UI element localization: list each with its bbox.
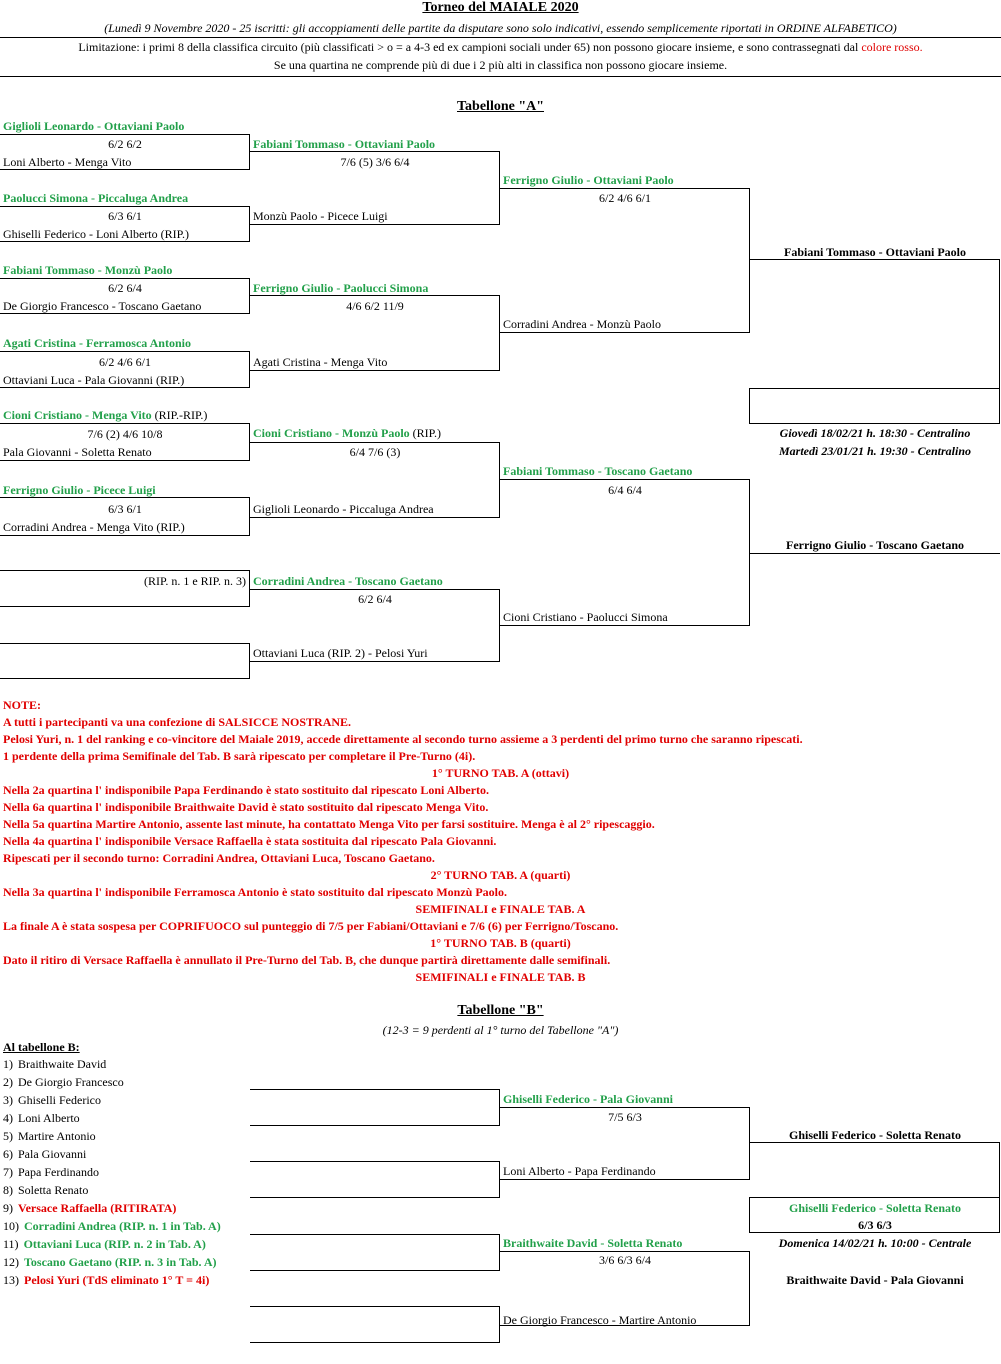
list-item-number: 3)	[3, 1093, 13, 1107]
r2-m1-bottom: Monzù Paolo - Picece Luigi	[253, 209, 388, 223]
final-b-date: Domenica 14/02/21 h. 10:00 - Centrale	[778, 1236, 972, 1250]
note-line: Dato il ritiro di Versace Raffaella è annullato il Pre-Turno del Tab. B, che dunque partirà direttamente dalle semifinali.	[3, 953, 611, 967]
note-line: Nella 6a quartina l' indisponibile Braithwaite David è stato sostituito dal ripescato Menga Vito.	[3, 800, 489, 814]
b-semi-1-bottom: Loni Alberto - Papa Ferdinando	[503, 1164, 656, 1178]
list-item	[3, 1057, 106, 1071]
list-item-name: Braithwaite David	[18, 1057, 107, 1071]
bracket-b-subtitle: (12-3 = 9 perdenti al 1° turno del Tabellone "A")	[382, 1023, 619, 1037]
note-line: 1° TURNO TAB. A (ottavi)	[431, 766, 570, 780]
list-item	[3, 1237, 206, 1251]
list-item-name: Ottaviani Luca (RIP. n. 2 in Tab. A)	[23, 1237, 206, 1251]
list-item-number: 12)	[3, 1255, 19, 1269]
list-item-number: 13)	[3, 1273, 19, 1287]
list-item	[3, 1147, 86, 1161]
r1-m6-score: 6/3 6/1	[108, 502, 142, 516]
final-a-bottom: Ferrigno Giulio - Toscano Gaetano	[785, 538, 964, 552]
divider	[0, 37, 1001, 38]
r1-m2-bottom: Ghiselli Federico - Loni Alberto (RIP.)	[3, 227, 189, 241]
final-a-date-1: Giovedì 18/02/21 h. 18:30 - Centralino	[779, 426, 971, 440]
list-item-number: 10)	[3, 1219, 19, 1233]
list-item	[3, 1219, 221, 1233]
final-b-score: 6/3 6/3	[858, 1218, 892, 1232]
list-item-name: Versace Raffaella (RITIRATA)	[18, 1201, 177, 1215]
list-item-number: 7)	[3, 1165, 13, 1179]
r1-m4-bottom: Ottaviani Luca - Pala Giovanni (RIP.)	[3, 373, 185, 387]
final-a-date-2: Martedì 23/01/21 h. 19:30 - Centralino	[778, 444, 972, 458]
r2-m2-top: Ferrigno Giulio - Paolucci Simona	[253, 281, 429, 295]
list-item-number: 6)	[3, 1147, 13, 1161]
list-item-number: 1)	[3, 1057, 13, 1071]
note-line: SEMIFINALI e FINALE TAB. A	[415, 902, 586, 916]
r1-m5-score: 7/6 (2) 4/6 10/8	[87, 427, 163, 441]
r1-m5-bottom: Pala Giovanni - Soletta Renato	[3, 445, 152, 459]
list-item-name: Toscano Gaetano (RIP. n. 3 in Tab. A)	[24, 1255, 217, 1269]
r2-m3-top: Cioni Cristiano - Monzù Paolo (RIP.)	[253, 426, 442, 440]
list-item-number: 11)	[3, 1237, 19, 1251]
r1-m2-score: 6/3 6/1	[108, 209, 142, 223]
r1-m1-score: 6/2 6/2	[108, 137, 142, 151]
r2-m1-score: 7/6 (5) 3/6 6/4	[340, 155, 410, 169]
list-item-name: Soletta Renato	[18, 1183, 89, 1197]
list-item-number: 8)	[3, 1183, 13, 1197]
list-item-number: 5)	[3, 1129, 13, 1143]
note-line: 1 perdente della prima Semifinale del Tab. B sarà ripescato per completare il Pre-Turno (4i).	[3, 749, 476, 763]
b-semi-2-score: 3/6 6/3 6/4	[598, 1253, 651, 1267]
r2-m2-bottom: Agati Cristina - Menga Vito	[253, 355, 388, 369]
list-item	[3, 1129, 96, 1143]
list-item-name: Pelosi Yuri (TdS eliminato 1° T = 4i)	[24, 1273, 210, 1287]
r1-m1-top: Giglioli Leonardo - Ottaviani Paolo	[3, 119, 185, 133]
final-b-top: Ghiselli Federico - Soletta Renato	[789, 1128, 961, 1142]
note-line: Nella 3a quartina l' indisponibile Ferramosca Antonio è stato sostituito dal ripescato Monzù Paolo.	[3, 885, 508, 899]
final-b-bottom: Braithwaite David - Pala Giovanni	[786, 1273, 964, 1287]
r3-m2-top: Fabiani Tommaso - Toscano Gaetano	[503, 464, 693, 478]
limit-text: Limitazione: i primi 8 della classifica circuito (più classificati > o = a 4-3 ed ex campioni sociali under 65) non possono giocare insieme, e sono contrassegnati dal colore rosso.	[78, 40, 923, 54]
list-item-number: 9)	[3, 1201, 13, 1215]
b-semi-2-bottom: De Giorgio Francesco - Martire Antonio	[503, 1313, 697, 1327]
list-item	[3, 1273, 209, 1287]
list-item-name: Pala Giovanni	[18, 1147, 87, 1161]
r1-m7-note: (RIP. n. 1 e RIP. n. 3)	[143, 574, 246, 588]
note-line: Ripescati per il secondo turno: Corradini Andrea, Ottaviani Luca, Toscano Gaetano.	[3, 851, 435, 865]
b-semi-2-top: Braithwaite David - Soletta Renato	[503, 1236, 683, 1250]
r2-m3-score: 6/4 7/6 (3)	[349, 445, 401, 459]
r3-m1-bottom: Corradini Andrea - Monzù Paolo	[503, 317, 661, 331]
r1-m4-score: 6/2 4/6 6/1	[98, 355, 151, 369]
list-item-name: De Giorgio Francesco	[18, 1075, 124, 1089]
r2-m1-top: Fabiani Tommaso - Ottaviani Paolo	[253, 137, 436, 151]
list-item-number: 2)	[3, 1075, 13, 1089]
r1-m1-bottom: Loni Alberto - Menga Vito	[3, 155, 132, 169]
r1-m3-score: 6/2 6/4	[108, 281, 142, 295]
r3-m2-score: 6/4 6/4	[608, 483, 642, 497]
r3-m1-top: Ferrigno Giulio - Ottaviani Paolo	[503, 173, 674, 187]
list-item-name: Corradini Andrea (RIP. n. 1 in Tab. A)	[24, 1219, 221, 1233]
r1-m2-top: Paolucci Simona - Piccaluga Andrea	[3, 191, 189, 205]
b-semi-1-score: 7/5 6/3	[608, 1110, 642, 1124]
list-item	[3, 1201, 176, 1215]
bracket-b-title: Tabellone "B"	[457, 1003, 544, 1018]
limit-text-2: Se una quartina ne comprende più di due i 2 più alti in classifica non possono giocare insieme.	[273, 58, 728, 72]
list-item	[3, 1075, 124, 1089]
bracket-a-title: Tabellone "A"	[457, 99, 544, 114]
page-subtitle: (Lunedì 9 Novembre 2020 - 25 iscritti: gli accoppiamenti delle partite da disputare sono solo indicativi, essendo semplicemente riportati in ORDINE ALFABETICO)	[104, 21, 897, 35]
note-line: Nella 2a quartina l' indisponibile Papa Ferdinando è stato sostituito dal ripescato Loni Alberto.	[3, 783, 490, 797]
note-line: 1° TURNO TAB. B (quarti)	[430, 936, 571, 950]
note-line: Nella 4a quartina l' indisponibile Versace Raffaella è stata sostituita dal ripescato Pala Giovanni.	[3, 834, 497, 848]
note-line: A tutti i partecipanti va una confezione di SALSICCE NOSTRANE.	[3, 715, 352, 729]
list-item-number: 4)	[3, 1111, 13, 1125]
note-line: SEMIFINALI e FINALE TAB. B	[415, 970, 586, 984]
note-line: La finale A è stata sospesa per COPRIFUOCO sul punteggio di 7/5 per Fabiani/Ottaviani e 7/6 (6) per Ferrigno/Toscano.	[3, 919, 619, 933]
r2-m4-bottom: Ottaviani Luca (RIP. 2) - Pelosi Yuri	[253, 646, 428, 660]
r1-m6-bottom: Corradini Andrea - Menga Vito (RIP.)	[3, 520, 185, 534]
list-item	[3, 1165, 99, 1179]
list-item	[3, 1183, 88, 1197]
r1-m4-top: Agati Cristina - Ferramosca Antonio	[3, 336, 191, 350]
note-line: Pelosi Yuri, n. 1 del ranking e co-vincitore del Maiale 2019, accede direttamente al secondo turno assieme a 3 perdenti del primo turno che saranno ripescati.	[3, 732, 803, 746]
r1-m6-top: Ferrigno Giulio - Picece Luigi	[3, 483, 156, 497]
list-item	[3, 1093, 101, 1107]
r2-m3-bottom: Giglioli Leonardo - Piccaluga Andrea	[253, 502, 434, 516]
r1-m5-top: Cioni Cristiano - Menga Vito (RIP.-RIP.)	[3, 408, 208, 422]
list-item	[3, 1255, 217, 1269]
r1-m3-bottom: De Giorgio Francesco - Toscano Gaetano	[3, 299, 202, 313]
r3-m1-score: 6/2 4/6 6/1	[598, 191, 651, 205]
final-a-top: Fabiani Tommaso - Ottaviani Paolo	[783, 245, 967, 259]
final-b-winner: Ghiselli Federico - Soletta Renato	[789, 1201, 961, 1215]
r2-m4-top: Corradini Andrea - Toscano Gaetano	[253, 574, 443, 588]
list-item-name: Papa Ferdinando	[18, 1165, 99, 1179]
list-item-name: Martire Antonio	[18, 1129, 96, 1143]
r2-m2-score: 4/6 6/2 11/9	[346, 299, 404, 313]
page-title: Torneo del MAIALE 2020	[422, 0, 579, 15]
note-line: 2° TURNO TAB. A (quarti)	[430, 868, 571, 882]
list-item	[3, 1111, 80, 1125]
list-item-name: Loni Alberto	[18, 1111, 80, 1125]
bracket-b-list-title: Al tabellone B:	[3, 1040, 80, 1054]
r2-m4-score: 6/2 6/4	[358, 592, 392, 606]
note-line: Nella 5a quartina Martire Antonio, assente last minute, ha contattato Menga Vito per farsi sostituire. Menga è al 2° ripescaggio.	[3, 817, 655, 831]
b-semi-1-top: Ghiselli Federico - Pala Giovanni	[503, 1092, 673, 1106]
r3-m2-bottom: Cioni Cristiano - Paolucci Simona	[503, 610, 668, 624]
list-item-name: Ghiselli Federico	[18, 1093, 101, 1107]
note-line: NOTE:	[3, 698, 42, 712]
divider	[0, 76, 1001, 77]
r1-m3-top: Fabiani Tommaso - Monzù Paolo	[3, 263, 173, 277]
